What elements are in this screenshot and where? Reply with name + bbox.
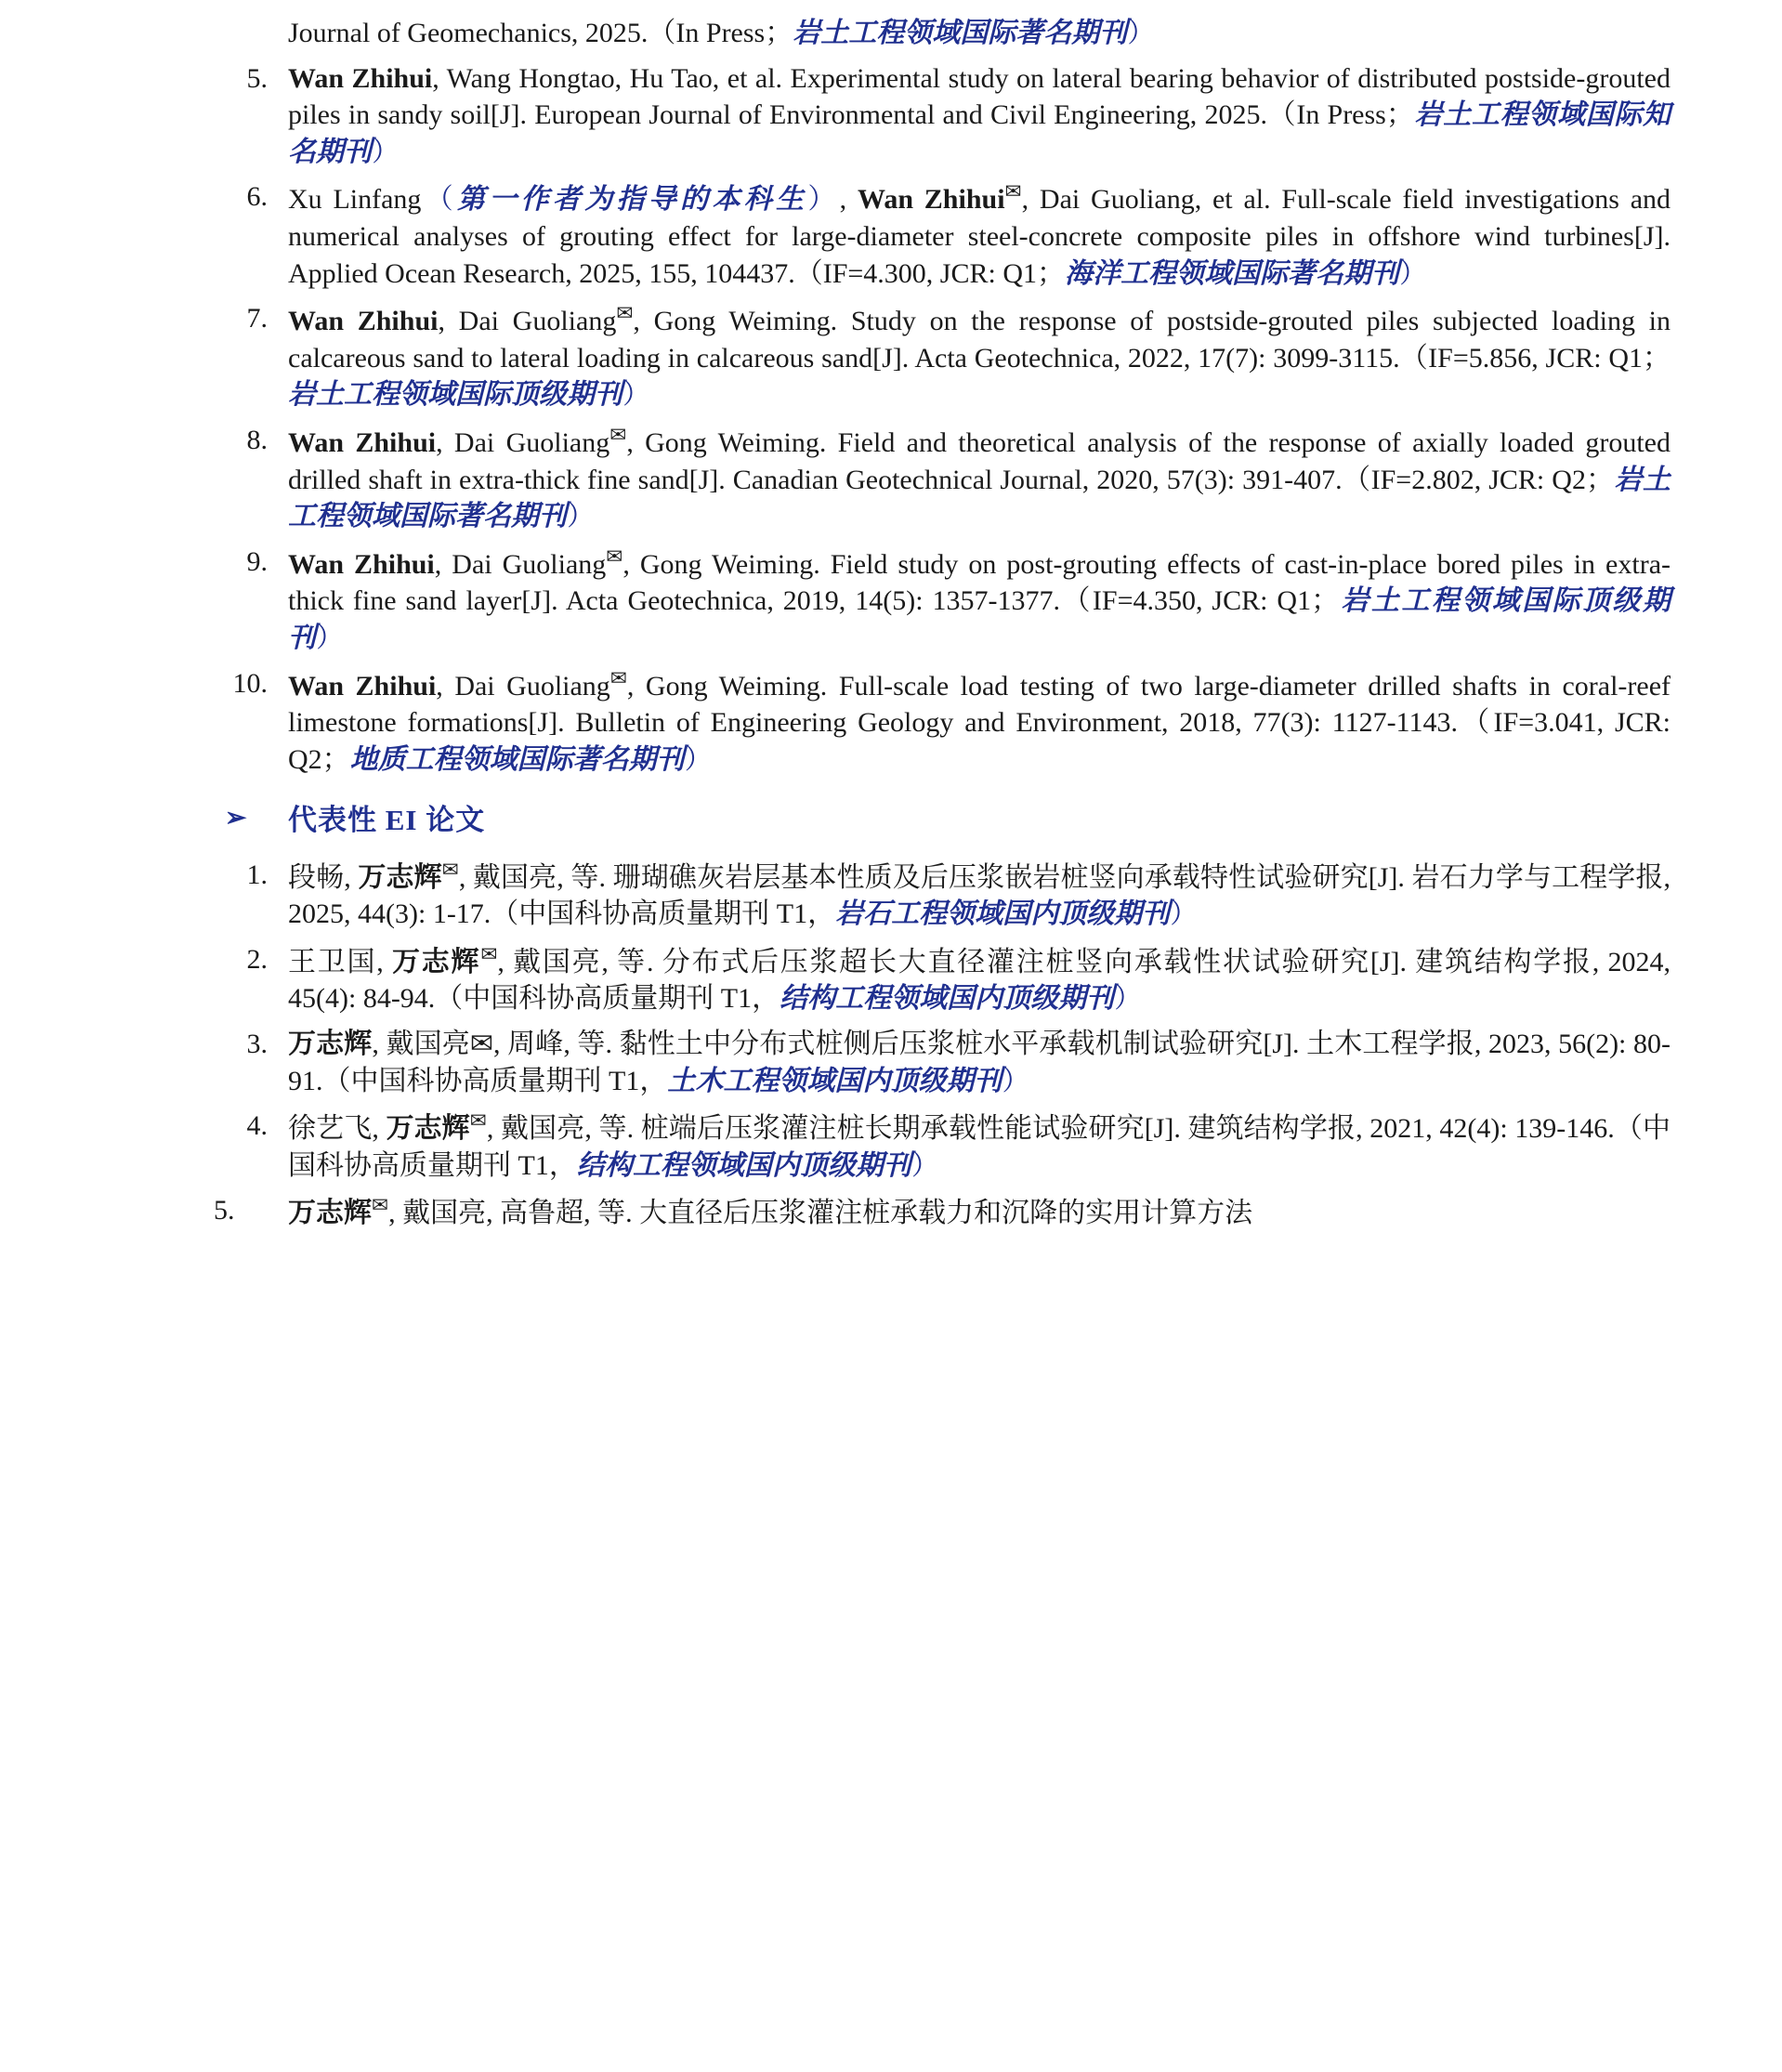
journal-note: 岩土工程领域国际著名期刊 [288,464,1671,532]
envelope-icon: ✉ [609,666,627,689]
continuation-tail: ） [1127,18,1156,48]
author-highlight: 万志辉 [386,1113,470,1145]
item-number: 5. [246,62,268,94]
note-tail: ） [1114,983,1143,1015]
item-number: 1. [246,859,268,890]
section-heading [214,802,1671,839]
author-highlight: 万志辉 [358,861,442,893]
item-number: 7. [246,303,268,334]
reference-item [214,544,1671,657]
reference-text: , Gong Weiming. Full-scale load testing of two large-diameter drilled shafts in coral-reef limestone formations[J]. Bulletin of Engineering Geology and Environment, 2018, 77(3): 1127-1143.（IF=3.041, JCR: Q2； [288,670,1671,775]
coauthor-text: , Dai Guoliang [434,548,607,580]
reference-text: , Gong Weiming. Study on the response of postside-grouted piles subjected loading in calcareous sand to lateral loading in calcareous sand[J]. Acta Geotechnica, 2022, 17(7): 3099-3115.（IF=5.856, JCR: Q1； [288,306,1671,374]
reference-text: , Gong Weiming. Field study on post-grouting effects of cast-in-place bored piles in extra-thick fine sand layer[J]. Acta Geotechnica, 2019, 14(5): 1357-1377.（IF=4.350, JCR: Q1； [288,548,1671,617]
note-tail: ） [911,1149,939,1181]
note-tail: ） [372,136,400,167]
coauthor-text: , Dai Guoliang [436,670,610,702]
item-number: 5. [214,1195,235,1226]
envelope-icon: ✉ [609,423,627,446]
note-tail: ） [316,622,344,653]
journal-note: 结构工程领域国内顶级期刊 [780,983,1115,1015]
author-highlight: Wan Zhihui [288,426,437,458]
item-number: 2. [246,943,268,975]
journal-note: 土木工程领域国内顶级期刊 [667,1065,1002,1096]
journal-note: 岩土工程领域国际顶级期刊 [288,379,622,411]
author-highlight: Wan Zhihui [288,62,433,94]
note-tail: ） [567,501,595,532]
author-highlight: 万志辉 [288,1198,372,1229]
reference-text: , 戴国亮, 等. 珊瑚礁灰岩层基本性质及后压浆嵌岩桩竖向承载特性试验研究[J]. 岩石力学与工程学报, 2025, 44(3): 1-17.（中国科协高质量期刊 T1， [288,861,1671,930]
author-highlight: 万志辉 [392,946,481,977]
reference-text: , 戴国亮, 高鲁超, 等. 大直径后压浆灌注桩承载力和沉降的实用计算方法 [388,1198,1253,1229]
reference-text: , 戴国亮, 等. 分布式后压浆超长大直径灌注桩竖向承载性状试验研究[J]. 建筑结构学报, 2024, 45(4): 84-94.（中国科协高质量期刊 T1， [288,946,1671,1015]
reference-item [214,300,1671,413]
reference-text: , Wang Hongtao, Hu Tao, et al. Experimental study on lateral bearing behavior of distributed postside-grouted piles in sandy soil[J]. European Journal of Environmental and Civil Engineering, 2025.（In Press； [288,62,1671,131]
note-tail: ） [1170,898,1199,930]
item-number: 6. [246,181,268,213]
reference-item [214,941,1671,1017]
author-highlight: Wan Zhihui [857,184,1005,216]
note-tail: ） [622,379,650,411]
journal-note: 地质工程领域国际著名期刊 [349,743,685,775]
item-number: 8. [246,424,268,455]
envelope-icon: ✉ [469,1109,487,1133]
reference-text: , Dai Guoliang, et al. Full-scale field investigations and numerical analyses of grouting effect for large-diameter steel-concrete composite piles in offshore wind turbines[J]. Applied Ocean Research, 2025, 155, 104437.（IF=4.300, JCR: Q1； [288,184,1671,289]
envelope-icon: ✉ [1004,180,1022,203]
envelope-icon: ✉ [441,858,459,881]
reference-text: , 戴国亮✉, 周峰, 等. 黏性土中分布式桩侧后压浆桩水平承载机制试验研究[J]. 土木工程学报, 2023, 56(2): 80-91.（中国科协高质量期刊 T1， [288,1028,1671,1096]
journal-note: 岩石工程领域国内顶级期刊 [835,898,1171,930]
envelope-icon: ✉ [616,302,634,325]
envelope-icon: ✉ [480,942,498,965]
author-highlight: 万志辉 [288,1028,373,1059]
continuation-note-cn: 岩土工程领域国际著名期刊 [793,18,1128,48]
journal-note: 海洋工程领域国际著名期刊 [1065,257,1399,289]
reference-item [214,1108,1671,1184]
coauthor-text: , Dai Guoliang [438,306,617,337]
coauthor-text: , Dai Guoliang [436,426,610,458]
note-tail: ） [684,743,713,775]
continuation-text-en: Journal of Geomechanics, 2025.（In Press； [288,18,793,48]
envelope-icon: ✉ [372,1194,389,1217]
author-highlight: Wan Zhihui [288,306,439,337]
arrow-bullet-icon: ➢ [225,804,247,833]
journal-note: 结构工程领域国内顶级期刊 [576,1149,911,1181]
reference-item [214,857,1671,933]
journal-note: 岩土工程领域国际知名期刊 [288,99,1671,167]
lead-note-close: ） [807,184,840,216]
item-number: 10. [232,667,268,699]
item-number: 3. [246,1028,268,1059]
lead-author: 王卫国, [288,946,393,977]
envelope-icon: ✉ [606,544,623,568]
lead-author: 徐艺飞, [288,1113,387,1145]
note-tail: ） [1002,1065,1030,1096]
reference-item [214,422,1671,535]
reference-item [214,1192,1671,1232]
comma-separator: , [839,184,858,216]
reference-item [214,60,1671,171]
journal-note: 岩土工程领域国际顶级期刊 [288,585,1671,653]
lead-author: 段畅, [288,861,359,893]
lead-note: 第一作者为指导的本科生 [457,184,808,216]
reference-item [214,665,1671,779]
continuation-line [214,15,1671,52]
lead-author: Xu Linfang [288,184,422,216]
author-highlight: Wan Zhihui [288,670,437,702]
reference-item [214,1026,1671,1099]
item-number: 4. [246,1110,268,1142]
reference-item [214,178,1671,292]
item-number: 9. [246,545,268,577]
note-tail: ） [1399,257,1427,289]
reference-text: , Gong Weiming. Field and theoretical analysis of the response of axially loaded grouted drilled shaft in extra-thick fine sand[J]. Canadian Geotechnical Journal, 2020, 57(3): 391-407.（IF=2.802, JCR: Q2； [288,426,1671,495]
lead-note-open: （ [421,184,458,216]
reference-text: , 戴国亮, 等. 桩端后压浆灌注桩长期承载性能试验研究[J]. 建筑结构学报, 2021, 42(4): 139-146.（中国科协高质量期刊 T1， [288,1113,1671,1181]
section-heading-label: 代表性 EI 论文 [288,804,486,837]
author-highlight: Wan Zhihui [288,548,435,580]
